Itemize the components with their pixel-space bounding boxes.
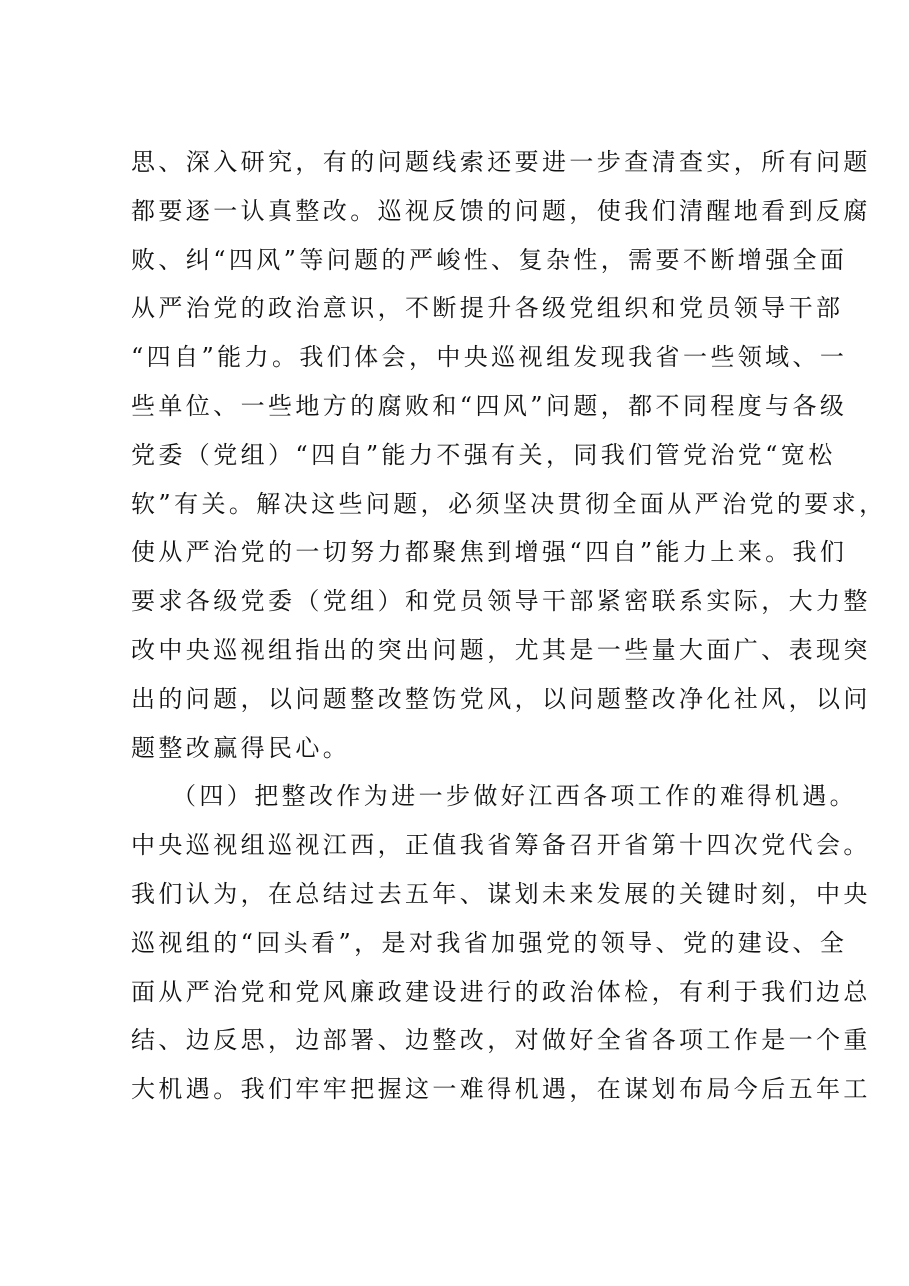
text-line: 些单位、一些地方的腐败和“四风”问题，都不同程度与各级 <box>131 391 848 420</box>
text-line: 题整改赢得民心。 <box>131 733 351 762</box>
text-line: 大机遇。我们牢牢把握这一难得机遇，在谋划布局今后五年工 <box>131 1075 871 1104</box>
text-line: 党委（党组）“四自”能力不强有关，同我们管党治党“宽松 <box>131 440 836 469</box>
text-line: 改中央巡视组指出的突出问题，尤其是一些量大面广、表现突 <box>131 635 871 664</box>
document-body <box>131 138 887 1114</box>
text-line: 出的问题，以问题整改整饬党风，以问题整改净化社风，以问 <box>131 684 871 713</box>
text-line: 软”有关。解决这些问题，必须坚决贯彻全面从严治党的要求， <box>131 489 887 518</box>
text-line: 要求各级党委（党组）和党员领导干部紧密联系实际，大力整 <box>131 587 871 616</box>
text-line: 都要逐一认真整改。巡视反馈的问题，使我们清醒地看到反腐 <box>131 196 871 225</box>
text-line: 败、纠“四风”等问题的严峻性、复杂性，需要不断增强全面 <box>131 245 848 274</box>
text-line: 思、深入研究，有的问题线索还要进一步查清查实，所有问题 <box>131 148 871 176</box>
text-line: 从严治党的政治意识，不断提升各级党组织和党员领导干部 <box>131 294 844 323</box>
text-line: “四自”能力。我们体会，中央巡视组发现我省一些领域、一 <box>131 343 848 372</box>
section-heading-line: （四）把整改作为进一步做好江西各项工作的难得机遇。 <box>172 782 857 811</box>
text-line: 结、边反思，边部署、边整改，对做好全省各项工作是一个重 <box>131 1026 871 1055</box>
text-line: 中央巡视组巡视江西，正值我省筹备召开省第十四次党代会。 <box>131 831 871 860</box>
text-line: 我们认为，在总结过去五年、谋划未来发展的关键时刻，中央 <box>131 879 871 908</box>
text-line: 面从严治党和党风廉政建设进行的政治体检，有利于我们边总 <box>131 977 871 1006</box>
text-line: 使从严治党的一切努力都聚焦到增强“四自”能力上来。我们 <box>131 538 848 567</box>
text-line: 巡视组的“回头看”，是对我省加强党的领导、党的建设、全 <box>131 928 848 957</box>
